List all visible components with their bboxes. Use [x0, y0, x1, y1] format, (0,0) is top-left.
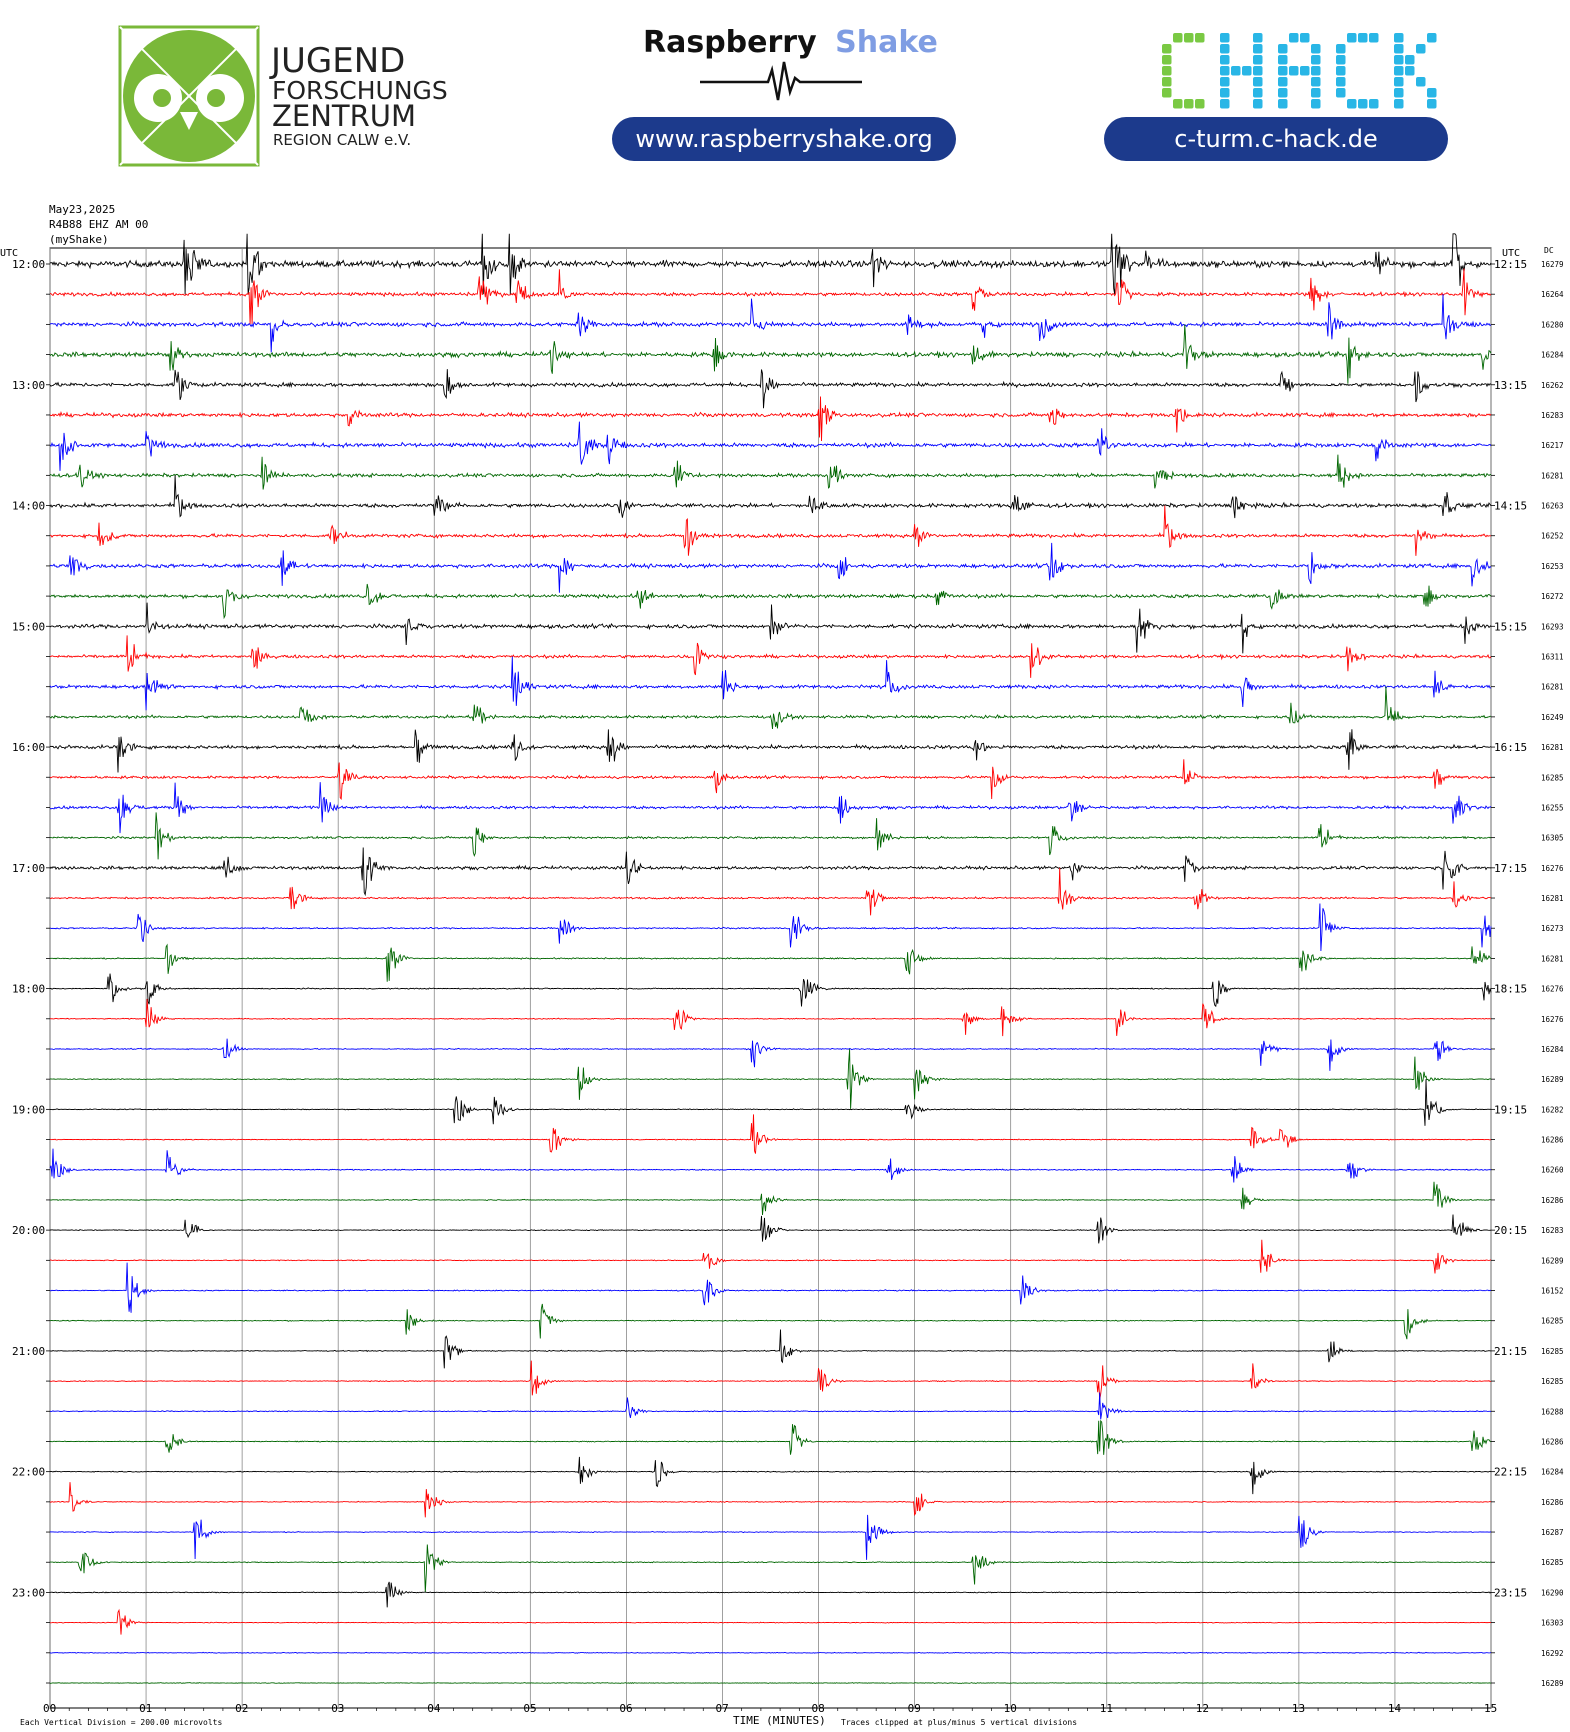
dc-offset-label: 16286	[1541, 1195, 1564, 1205]
chack-pixel	[1300, 66, 1310, 76]
chack-pixel	[1311, 66, 1321, 76]
left-time-label: 18:00	[12, 982, 46, 996]
dc-offset-label: 16281	[1541, 954, 1564, 964]
dc-offset-label: 16276	[1541, 984, 1564, 994]
trace-line	[50, 657, 1491, 711]
utc-left-label: UTC	[0, 248, 19, 259]
dc-offset-label: 16273	[1541, 924, 1564, 934]
left-time-label: 17:00	[12, 861, 46, 875]
dc-offset-label: 16252	[1541, 531, 1564, 541]
scale-note: Each Vertical Division = 200.00 microvolts	[20, 1718, 223, 1727]
dc-offset-label: 16293	[1541, 622, 1564, 632]
trace-line	[50, 1652, 1491, 1653]
trace-line	[50, 603, 1491, 654]
trace-line	[50, 1240, 1491, 1274]
dc-offset-label: 16283	[1541, 1226, 1564, 1236]
x-tick-label: 10	[1003, 1702, 1017, 1715]
trace-line	[50, 1393, 1491, 1420]
dc-offset-label: 16281	[1541, 743, 1564, 753]
chack-pixel	[1394, 88, 1404, 98]
chack-pixel	[1394, 99, 1404, 109]
trace-line	[50, 234, 1491, 294]
jfz-line-3: ZENTRUM	[272, 99, 416, 133]
svg-text:Raspberry Shake	[643, 25, 938, 60]
x-tick-label: 09	[907, 1702, 921, 1715]
dc-offset-label: 16285	[1541, 1346, 1564, 1356]
chack-pixel	[1300, 33, 1310, 43]
dc-offset-label: 16305	[1541, 833, 1564, 843]
chack-pixel	[1311, 99, 1321, 109]
dc-offset-label: 16260	[1541, 1165, 1564, 1175]
chack-pixel	[1278, 66, 1288, 76]
dc-offset-label: 16281	[1541, 894, 1564, 904]
chack-pixel	[1394, 33, 1404, 43]
chack-pixel	[1311, 55, 1321, 65]
chack-pixel	[1220, 88, 1230, 98]
chack-pixel	[1394, 55, 1404, 65]
dc-offset-label: 16289	[1541, 1679, 1564, 1688]
dc-offset-label: 16272	[1541, 592, 1564, 602]
trace-line	[50, 1114, 1491, 1153]
chack-pixel	[1220, 33, 1230, 43]
dc-offset-label: 16276	[1541, 1014, 1564, 1024]
chack-pixel	[1358, 33, 1368, 43]
dc-offset-label: 16276	[1541, 863, 1564, 873]
chack-pixel	[1394, 44, 1404, 54]
x-tick-label: 04	[427, 1702, 441, 1715]
left-time-label: 20:00	[12, 1224, 46, 1238]
chack-pixel	[1289, 66, 1299, 76]
dc-offset-label: 16289	[1541, 1075, 1564, 1085]
x-tick-label: 03	[331, 1702, 345, 1715]
left-time-label: 14:00	[12, 499, 46, 513]
trace-line	[50, 455, 1491, 490]
trace-line	[50, 1683, 1491, 1684]
trace-line	[50, 1049, 1491, 1109]
trace-line	[50, 397, 1491, 442]
right-time-label: 23:15	[1494, 1586, 1528, 1600]
x-tick-label: 15	[1484, 1702, 1498, 1715]
trace-line	[50, 729, 1491, 772]
right-time-label: 16:15	[1494, 741, 1528, 755]
trace-line	[50, 868, 1491, 916]
chack-pixel	[1347, 33, 1357, 43]
left-time-label: 12:00	[12, 258, 46, 271]
chack-pixel	[1253, 33, 1263, 43]
trace-line	[50, 1515, 1491, 1560]
left-time-label: 15:00	[12, 620, 46, 634]
jfz-line-1: JUGEND	[271, 41, 406, 81]
chack-pixel	[1220, 77, 1230, 87]
chack-pixel	[1220, 66, 1230, 76]
chack-pixel	[1427, 88, 1437, 98]
chack-pixel	[1162, 66, 1172, 76]
dc-offset-label: 16282	[1541, 1105, 1564, 1115]
chack-pixel	[1405, 55, 1415, 65]
dc-offset-label: 16303	[1541, 1618, 1564, 1628]
chack-pixel	[1220, 55, 1230, 65]
dc-offset-label: 16285	[1541, 1377, 1564, 1387]
chack-pixel	[1311, 77, 1321, 87]
dc-offset-label: 16284	[1541, 1044, 1564, 1054]
trace-line	[50, 999, 1491, 1036]
x-tick-label: 13	[1291, 1702, 1306, 1715]
chack-pixel	[1162, 55, 1172, 65]
left-time-label: 16:00	[12, 741, 46, 755]
chack-pixel	[1162, 77, 1172, 87]
dc-offset-label: 16280	[1541, 320, 1564, 330]
chack-pixel	[1369, 33, 1379, 43]
chack-pixel	[1220, 99, 1230, 109]
trace-line	[50, 369, 1491, 408]
left-time-label: 21:00	[12, 1344, 46, 1358]
chack-pixel	[1336, 88, 1346, 98]
dc-offset-label: 16285	[1541, 1558, 1564, 1568]
dc-label: DC	[1544, 246, 1554, 255]
dc-offset-label: 16281	[1541, 682, 1564, 692]
trace-line	[50, 1039, 1491, 1071]
chack-pixel	[1289, 33, 1299, 43]
dc-offset-label: 16286	[1541, 1135, 1564, 1145]
trace-line	[50, 422, 1491, 471]
chack-pixel	[1394, 66, 1404, 76]
trace-line	[50, 759, 1491, 799]
jfz-logo	[120, 27, 448, 165]
trace-line	[50, 1079, 1491, 1126]
chack-url[interactable]: c-turm.c-hack.de	[1104, 117, 1448, 161]
chack-pixel	[1242, 66, 1252, 76]
trace-line	[50, 848, 1491, 895]
jfz-line-2: FORSCHUNGS	[272, 76, 448, 105]
chack-pixel	[1253, 88, 1263, 98]
rs-word-1: Raspberry	[643, 25, 817, 60]
x-tick-label: 00	[43, 1702, 57, 1715]
chack-pixel	[1427, 33, 1437, 43]
trace-line	[50, 269, 1491, 325]
trace-line	[50, 1149, 1491, 1183]
utc-right-label: UTC	[1502, 248, 1521, 259]
trace-line	[50, 294, 1491, 352]
chack-pixel	[1416, 77, 1426, 87]
dc-offset-label: 16283	[1541, 410, 1564, 420]
x-tick-label: 14	[1387, 1702, 1402, 1715]
chack-pixel	[1184, 99, 1194, 109]
trace-line	[50, 1421, 1491, 1455]
dc-offset-label: 16287	[1541, 1528, 1564, 1538]
trace-line	[50, 945, 1491, 982]
dc-offset-label: 16262	[1541, 380, 1564, 390]
header-date: May23,2025	[49, 203, 116, 216]
x-tick-label: 06	[619, 1702, 633, 1715]
chack-pixel	[1416, 44, 1426, 54]
dc-offset-label: 16152	[1541, 1286, 1564, 1296]
right-time-label: 18:15	[1494, 982, 1528, 996]
chack-pixel	[1253, 77, 1263, 87]
dc-offset-label: 16255	[1541, 803, 1564, 813]
chack-pixel	[1369, 99, 1379, 109]
trace-line	[50, 1330, 1491, 1369]
dc-offset-label: 16263	[1541, 501, 1564, 511]
chack-pixel	[1336, 77, 1346, 87]
header-network: (myShake)	[49, 233, 109, 246]
dc-offset-label: 16285	[1541, 773, 1564, 783]
trace-line	[50, 974, 1491, 1007]
chack-pixel	[1278, 77, 1288, 87]
dc-offset-label: 16284	[1541, 1467, 1564, 1477]
trace-line	[50, 1610, 1491, 1634]
trace-line	[50, 506, 1491, 556]
chack-pixel	[1162, 88, 1172, 98]
trace-line	[50, 1545, 1491, 1593]
trace-line	[50, 812, 1491, 859]
chack-pixel	[1195, 33, 1205, 43]
x-tick-label: 08	[811, 1702, 825, 1715]
dc-offset-label: 16217	[1541, 441, 1564, 451]
dc-offset-label: 16279	[1541, 260, 1564, 269]
left-time-label: 13:00	[12, 378, 46, 392]
right-time-label: 14:15	[1494, 499, 1528, 513]
seismic-squiggle-icon	[700, 62, 862, 100]
chack-pixel	[1278, 55, 1288, 65]
trace-line	[50, 1263, 1491, 1313]
chack-pixel	[1278, 88, 1288, 98]
x-tick-label: 02	[235, 1702, 249, 1715]
chack-pixel	[1231, 66, 1241, 76]
right-time-label: 15:15	[1494, 620, 1528, 634]
header-station: R4B88 EHZ AM 00	[49, 218, 149, 231]
chack-pixel	[1195, 99, 1205, 109]
dc-offset-label: 16284	[1541, 350, 1564, 360]
chack-pixel	[1358, 99, 1368, 109]
chack-pixel	[1173, 99, 1183, 109]
right-time-label: 17:15	[1494, 861, 1528, 875]
chack-pixel	[1405, 66, 1415, 76]
trace-line	[50, 1304, 1491, 1339]
chack-pixel	[1220, 44, 1230, 54]
trace-line	[50, 904, 1491, 952]
jfz-line-4: REGION CALW e.V.	[273, 131, 412, 149]
clip-note: Traces clipped at plus/minus 5 vertical divisions	[841, 1718, 1078, 1727]
trace-line	[50, 543, 1491, 593]
chack-pixel	[1253, 99, 1263, 109]
chack-pixel	[1162, 44, 1172, 54]
chack-pixel	[1253, 44, 1263, 54]
dc-offset-label: 16249	[1541, 712, 1564, 722]
chack-pixel	[1278, 44, 1288, 54]
chack-pixel	[1253, 55, 1263, 65]
right-time-label: 13:15	[1494, 378, 1528, 392]
x-tick-label: 11	[1099, 1702, 1113, 1715]
rs-word-2: Shake	[835, 25, 938, 60]
trace-line	[50, 1361, 1491, 1400]
x-axis-title: TIME (MINUTES)	[733, 1714, 826, 1727]
trace-line	[50, 1215, 1491, 1244]
chack-pixel	[1336, 44, 1346, 54]
right-time-label: 12:15	[1494, 258, 1528, 271]
trace-line	[50, 1182, 1491, 1215]
trace-line	[50, 782, 1491, 833]
left-time-label: 23:00	[12, 1586, 46, 1600]
chack-logo	[1162, 33, 1437, 109]
right-time-label: 21:15	[1494, 1344, 1528, 1358]
trace-line	[50, 1582, 1491, 1608]
chack-pixel	[1427, 99, 1437, 109]
dc-offset-label: 16290	[1541, 1588, 1564, 1598]
raspberryshake-url[interactable]: www.raspberryshake.org	[612, 117, 956, 161]
dc-offset-label: 16289	[1541, 1256, 1564, 1266]
chack-pixel	[1311, 44, 1321, 54]
chack-pixel	[1253, 66, 1263, 76]
chack-pixel	[1394, 77, 1404, 87]
x-tick-label: 07	[715, 1702, 729, 1715]
chack-pixel	[1347, 99, 1357, 109]
trace-line	[50, 324, 1491, 383]
trace-line	[50, 1457, 1491, 1494]
chack-pixel	[1336, 55, 1346, 65]
dc-offset-label: 16285	[1541, 1316, 1564, 1326]
dc-offset-label: 16286	[1541, 1437, 1564, 1447]
dc-offset-label: 16281	[1541, 471, 1564, 481]
x-tick-label: 01	[139, 1702, 153, 1715]
raspberry-shake-logo	[643, 25, 938, 100]
chack-pixel	[1336, 66, 1346, 76]
left-time-label: 22:00	[12, 1465, 46, 1479]
trace-line	[50, 1482, 1491, 1517]
chack-pixel	[1278, 99, 1288, 109]
trace-line	[50, 687, 1491, 729]
dc-offset-label: 16311	[1541, 652, 1564, 662]
dc-offset-label: 16286	[1541, 1497, 1564, 1507]
trace-line	[50, 584, 1491, 618]
dc-offset-label: 16292	[1541, 1648, 1564, 1658]
dc-offset-label: 16253	[1541, 561, 1564, 571]
x-tick-label: 05	[523, 1702, 537, 1715]
chack-pixel	[1173, 33, 1183, 43]
right-time-label: 19:15	[1494, 1103, 1528, 1117]
trace-line	[50, 475, 1491, 518]
chack-pixel	[1184, 33, 1194, 43]
x-tick-label: 12	[1195, 1702, 1210, 1715]
trace-line	[50, 635, 1491, 677]
right-time-label: 22:15	[1494, 1465, 1528, 1479]
left-time-label: 19:00	[12, 1103, 46, 1117]
chack-pixel	[1311, 88, 1321, 98]
dc-offset-label: 16264	[1541, 290, 1564, 300]
right-time-label: 20:15	[1494, 1224, 1528, 1238]
dc-offset-label: 16288	[1541, 1407, 1564, 1417]
